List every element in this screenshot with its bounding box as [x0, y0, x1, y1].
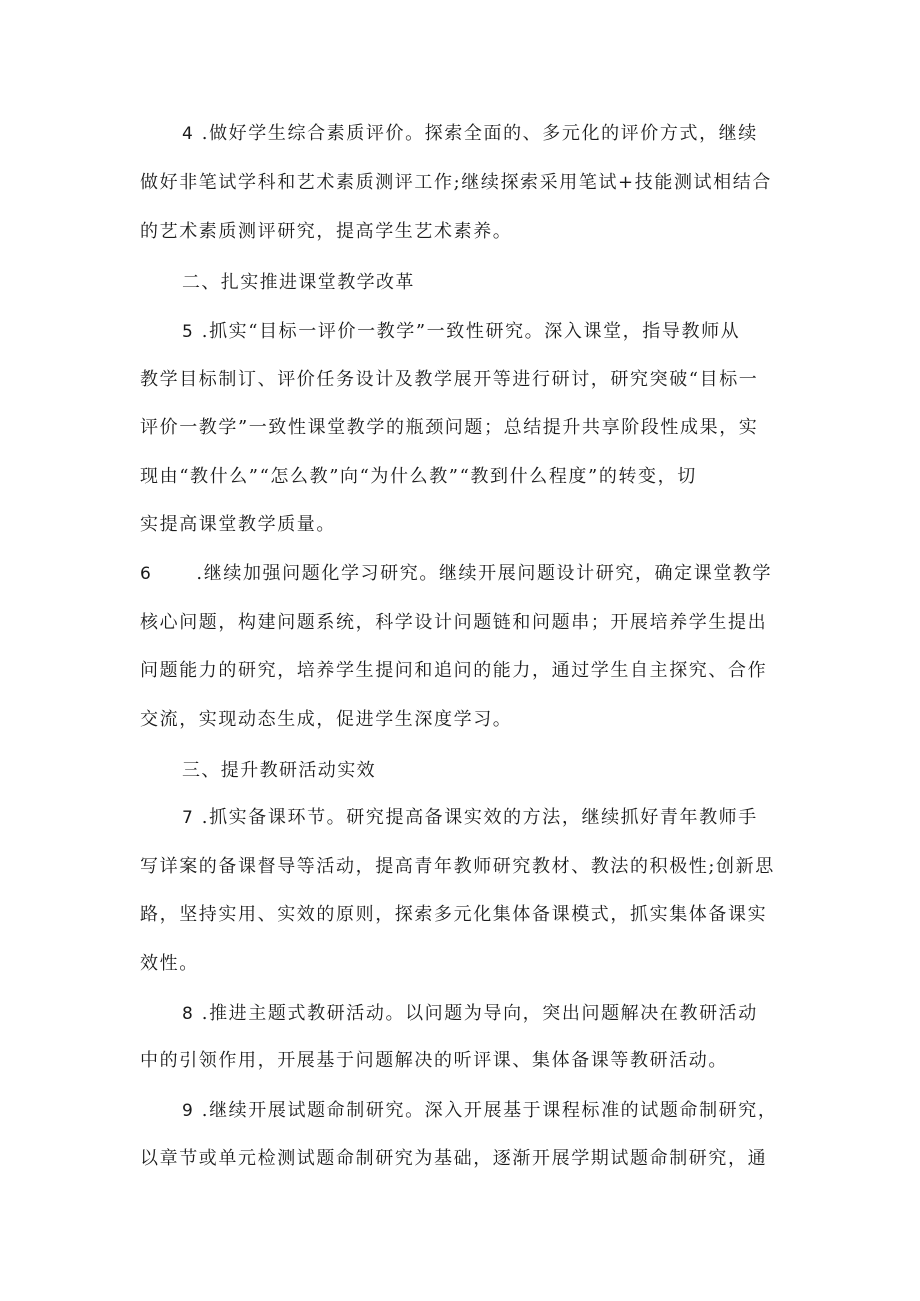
paragraph-4-line-1: 4 .做好学生综合素质评价。探索全面的、多元化的评价方式，继续	[182, 123, 758, 144]
paragraph-6-line-3: 问题能力的研究，培养学生提问和追问的能力，通过学生自主探究、合作	[140, 660, 768, 681]
paragraph-9-number: 9	[182, 1101, 195, 1121]
paragraph-7-number: 7	[182, 808, 195, 828]
paragraph-4-number: 4	[182, 124, 195, 144]
paragraph-5-line-3: 评价一教学”一致性课堂教学的瓶颈问题；总结提升共享阶段性成果，实	[140, 417, 759, 438]
paragraph-7-line-2: 写详案的备课督导等活动，提高青年教师研究教材、教法的积极性;创新思	[140, 856, 775, 877]
paragraph-8-line-1: 8 .推进主题式教研活动。以问题为导向，突出问题解决在教研活动	[182, 1003, 758, 1024]
section-heading-2: 二、扎实推进课堂教学改革	[182, 272, 415, 293]
paragraph-5-line-5: 实提高课堂教学质量。	[140, 514, 336, 535]
paragraph-7-line-4: 效性。	[140, 953, 199, 974]
paragraph-5-line-1: 5 .抓实“目标一评价一教学”一致性研究。深入课堂，指导教师从	[182, 321, 741, 342]
paragraph-6-line-4: 交流，实现动态生成，促进学生深度学习。	[140, 709, 513, 730]
section-heading-3: 三、提升教研活动实效	[182, 760, 376, 781]
paragraph-7-line-3: 路，坚持实用、实效的原则，探索多元化集体备课模式，抓实集体备课实	[140, 904, 768, 925]
paragraph-8-number: 8	[182, 1004, 195, 1024]
paragraph-4-line-2: 做好非笔试学科和艺术素质测评工作;继续探索采用笔试+技能测试相结合	[140, 172, 772, 193]
paragraph-6-number: 6	[140, 564, 153, 584]
paragraph-4-line-3: 的艺术素质测评研究，提高学生艺术素养。	[140, 221, 513, 242]
paragraph-7-line-1: 7 .抓实备课环节。研究提高备课实效的方法，继续抓好青年教师手	[182, 807, 758, 828]
paragraph-5-line-2: 教学目标制订、评价任务设计及教学展开等进行研讨，研究突破“目标一	[140, 369, 759, 390]
paragraph-6-line-2: 核心问题，构建问题系统，科学设计问题链和问题串；开展培养学生提出	[140, 612, 768, 633]
paragraph-9-line-2: 以章节或单元检测试题命制研究为基础，逐渐开展学期试题命制研究，通	[140, 1148, 768, 1169]
paragraph-9-line-1: 9 .继续开展试题命制研究。深入开展基于课程标准的试题命制研究，	[182, 1100, 778, 1121]
paragraph-5-line-4: 现由“教什么”“怎么教”向“为什么教”“教到什么程度”的转变，切	[140, 466, 697, 487]
paragraph-8-line-2: 中的引领作用，开展基于问题解决的听评课、集体备课等教研活动。	[140, 1050, 728, 1071]
paragraph-5-number: 5	[182, 322, 195, 342]
paragraph-6-line-1: 6 .继续加强问题化学习研究。继续开展问题设计研究，确定课堂教学	[140, 563, 773, 584]
